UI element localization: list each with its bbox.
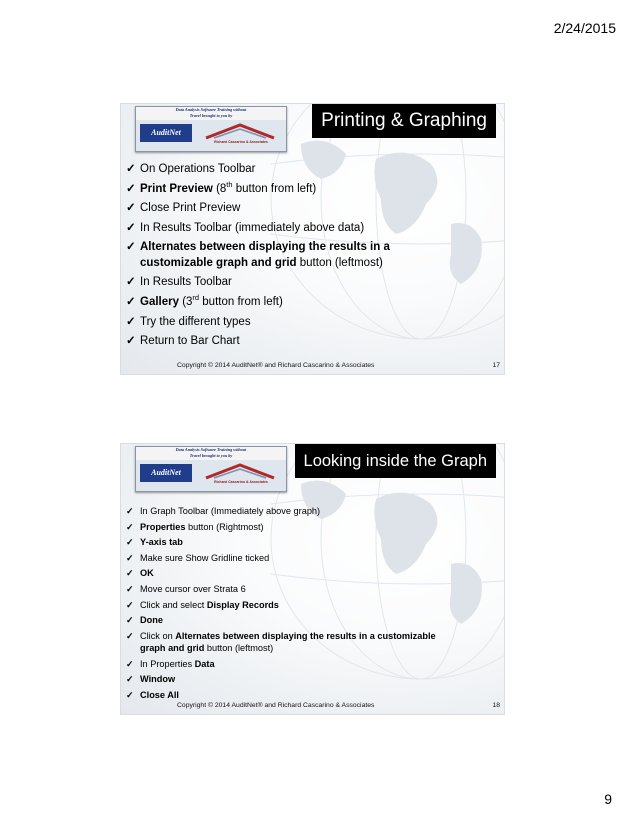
check-icon: ✓ — [126, 182, 136, 195]
slide-number: 17 — [492, 362, 500, 369]
list-item: ✓ On Operations Toolbar — [126, 162, 456, 177]
list-item: ✓ Close All — [126, 689, 179, 700]
check-icon: ✓ — [126, 568, 134, 579]
copyright-text: Copyright © 2014 AuditNet® and Richard Cascarino & Associates — [177, 702, 375, 709]
check-icon: ✓ — [126, 163, 136, 175]
list-item: ✓ Window — [126, 674, 176, 685]
bullet-list — [126, 162, 456, 354]
logo-tagline: Data Analysis Software Training without Travel brought to you by — [136, 107, 286, 120]
partner-name: Richard Cascarino & Associates — [214, 480, 268, 484]
list-item: ✓ In Results Toolbar (immediately above data) — [126, 221, 456, 236]
list-item: ✓ In Graph Toolbar (Immediately above graph) — [126, 506, 321, 516]
bullet-list — [126, 505, 456, 704]
check-icon: ✓ — [126, 583, 134, 594]
list-item: ✓ Close Print Preview — [126, 201, 456, 216]
auditnet-brand: AuditNet — [140, 124, 192, 142]
slide-looking-inside-graph — [120, 443, 505, 715]
slide-printing-graphing — [120, 103, 505, 375]
check-icon: ✓ — [126, 276, 136, 289]
partner-name: Richard Cascarino & Associates — [214, 140, 268, 144]
print-date: 2/24/2015 — [553, 20, 616, 36]
check-icon: ✓ — [126, 506, 134, 516]
check-icon: ✓ — [126, 674, 134, 685]
check-icon: ✓ — [126, 221, 136, 234]
check-icon: ✓ — [126, 315, 136, 328]
check-icon: ✓ — [126, 202, 136, 215]
list-item: ✓ Click and select Display Records — [126, 599, 279, 610]
check-icon: ✓ — [126, 537, 134, 548]
list-item: ✓ Return to Bar Chart — [126, 334, 456, 349]
list-item: ✓ Click on Alternates between displaying the results in a customizable graph and grid button (leftmost) — [126, 630, 436, 653]
check-icon: ✓ — [126, 630, 134, 641]
list-item: ✓ Properties button (Rightmost) — [126, 521, 264, 532]
list-item: ✓ OK — [126, 568, 154, 579]
check-icon: ✓ — [126, 295, 136, 308]
slide-number: 18 — [492, 702, 500, 709]
check-icon: ✓ — [126, 521, 134, 532]
check-icon: ✓ — [126, 335, 136, 348]
check-icon: ✓ — [126, 241, 136, 254]
check-icon: ✓ — [126, 689, 134, 700]
list-item: ✓ Try the different types — [126, 315, 456, 330]
list-item: ✓ Print Preview (8th button from left) — [126, 182, 456, 197]
check-icon: ✓ — [126, 615, 134, 626]
auditnet-brand: AuditNet — [140, 464, 192, 482]
auditnet-logo — [135, 106, 287, 152]
check-icon: ✓ — [126, 658, 134, 669]
list-item: ✓ Gallery (3rd button from left) — [126, 295, 456, 310]
list-item: ✓ In Results Toolbar — [126, 275, 456, 290]
list-item: ✓ Make sure Show Gridline ticked — [126, 552, 270, 563]
list-item: ✓ Alternates between displaying the results in a customizable graph and grid button (leftmost) — [126, 241, 390, 269]
list-item: ✓ In Properties Data — [126, 658, 215, 669]
slide-title: Looking inside the Graph — [295, 444, 496, 478]
list-item: ✓ Done — [126, 615, 163, 626]
page-number: 9 — [604, 791, 612, 807]
copyright-text: Copyright © 2014 AuditNet® and Richard Cascarino & Associates — [177, 362, 375, 369]
list-item: ✓ Y-axis tab — [126, 537, 183, 548]
logo-tagline: Data Analysis Software Training without Travel brought to you by — [136, 447, 286, 460]
slide-title: Printing & Graphing — [312, 104, 496, 138]
check-icon: ✓ — [126, 599, 134, 610]
list-item: ✓ Move cursor over Strata 6 — [126, 583, 246, 594]
auditnet-logo — [135, 446, 287, 492]
check-icon: ✓ — [126, 552, 134, 563]
